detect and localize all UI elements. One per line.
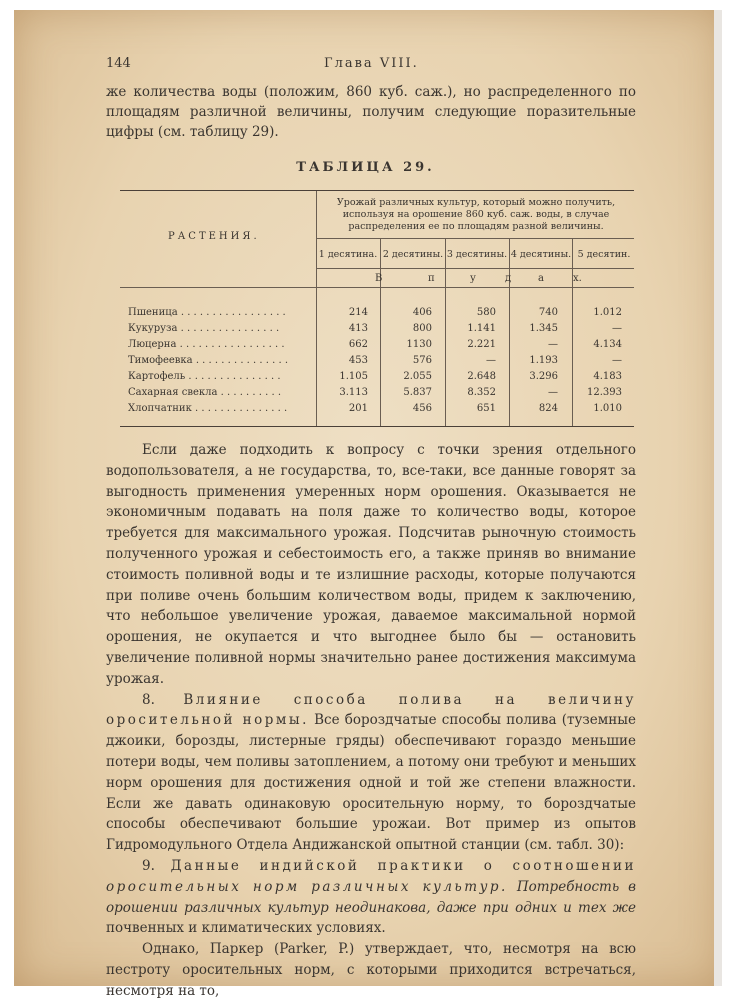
unit-letter: п [428, 273, 435, 284]
paragraph-2 [106, 690, 636, 856]
subheader-1: 1 десятина. [318, 249, 378, 260]
row-name: Сахарная свекла . . . . . . . . . . [128, 387, 282, 398]
table-cell: — [548, 339, 558, 350]
paragraph-1: Если даже подходить к вопросу с точки зрения отдельного водопользователя, а не государства, то, все-таки, все данные говорят за выгодность применения умеренных норм орошения. Оказывается не экономичным подавать на поля даже то количество воды, которое требуется для максимального урожая. Подсчитав рыночную стоимость полученного урожая и себестоимость его, а также приняв во внимание стоимость поливной воды и те излишние расходы, которые получаются при поливе очень большим количеством воды, придем к заключению, что небольшое увеличение урожая, даваемое максимальной нормой орошения, не окупается и что выгоднее было бы — остановить увеличение поливной нормы значительно ранее достижения максимума урожая. [106, 442, 636, 687]
intro-paragraph: же количества воды (положим, 860 куб. саж.), но распределенного по площадям различной величины, получим следующие поразительные цифры (см. таблицу 29). [106, 84, 636, 140]
subheader-2: 2 десятины. [382, 249, 444, 260]
table-cell: 824 [538, 403, 558, 414]
section-heading: Влияние способа полива на величину оросительной нормы. [106, 691, 636, 729]
subheader-3: 3 десятины. [446, 249, 508, 260]
paragraph-text: почвенных и климатических условиях. [106, 920, 386, 937]
unit-letter: д [505, 273, 512, 284]
table-cell: 1.012 [593, 307, 622, 318]
header-divider [316, 268, 634, 269]
plants-header: РАСТЕНИЯ. [168, 231, 260, 242]
section-heading: Данные индийской практики о соотношении [170, 857, 636, 874]
unit-letter: а [538, 273, 544, 284]
section-number: 9. [142, 857, 155, 874]
unit-letter: х. [573, 273, 582, 284]
table-cell: 453 [348, 355, 368, 366]
table-cell: 214 [348, 307, 368, 318]
yield-header: Урожай различных культур, который можно получить, используя на орошение 860 куб. саж. воды, в случае распределения ее по площадям разной величины. [336, 197, 616, 232]
table-cell: 1.141 [467, 323, 496, 334]
table-cell: 651 [476, 403, 496, 414]
table-cell: 580 [476, 307, 496, 318]
table-cell: 5.837 [403, 387, 432, 398]
page-edge [714, 10, 722, 986]
data-table [120, 190, 634, 427]
table-cell: 12.393 [587, 387, 622, 398]
row-name: Кукуруза . . . . . . . . . . . . . . . . [128, 323, 280, 334]
row-name: Пшеница . . . . . . . . . . . . . . . . . [128, 307, 286, 318]
header-divider [316, 238, 634, 239]
unit-letter: у [470, 273, 476, 284]
row-name: Картофель . . . . . . . . . . . . . . . [128, 371, 281, 382]
subheader-5: 5 десятин. [577, 249, 631, 260]
unit-letter: В [375, 273, 383, 284]
row-name: Люцерна . . . . . . . . . . . . . . . . . [128, 339, 285, 350]
table-cell: 1130 [406, 339, 432, 350]
table-cell: 2.055 [403, 371, 432, 382]
table-cell: 1.010 [593, 403, 622, 414]
paragraph-text: Все бороздчатые способы полива (туземные джоики, борозды, листерные гряды) обеспечивают гораздо меньшие потери воды, чем поливы затоплением, а потому они требуют и меньших норм орошения для достижения одной и той же степени влажности. Если же давать одинаковую оросительную норму, то бороздчатые способы обеспечивают большие урожаи. Вот пример из опытов Гидромодульного Отдела Андижанской опытной станции (см. табл. 30): [106, 712, 636, 854]
table-title: ТАБЛИЦА 29. [296, 160, 435, 175]
section-heading-italic: оросительных норм различных культур. [106, 878, 508, 895]
table-cell: 2.648 [467, 371, 496, 382]
row-name: Хлопчатник . . . . . . . . . . . . . . . [128, 403, 288, 414]
table-cell: 576 [412, 355, 432, 366]
table-cell: — [486, 355, 496, 366]
table-cell: 1.105 [339, 371, 368, 382]
table-cell: 413 [348, 323, 368, 334]
table-cell: 4.134 [593, 339, 622, 350]
table-cell: 456 [412, 403, 432, 414]
paragraph-3 [106, 856, 636, 939]
table-cell: — [612, 323, 622, 334]
table-cell: 201 [348, 403, 368, 414]
table-cell: 2.221 [467, 339, 496, 350]
table-cell: 4.183 [593, 371, 622, 382]
table-cell: 1.193 [529, 355, 558, 366]
table-cell: — [548, 387, 558, 398]
table-cell: 406 [412, 307, 432, 318]
paragraph-4: Однако, Паркер (Parker, P.) утверждает, что, несмотря на всю пестроту оросительных норм, с которыми приходится встречаться, несмотря на то, [106, 941, 636, 999]
table-cell: 740 [538, 307, 558, 318]
body-paragraphs [106, 440, 636, 1002]
col-divider [316, 191, 317, 426]
section-number: 8. [142, 691, 155, 708]
page-number: 144 [106, 56, 131, 71]
table-cell: — [612, 355, 622, 366]
row-name: Тимофеевка . . . . . . . . . . . . . . . [128, 355, 288, 366]
table-cell: 800 [412, 323, 432, 334]
table-cell: 1.345 [529, 323, 558, 334]
table-cell: 662 [348, 339, 368, 350]
table-cell: 8.352 [467, 387, 496, 398]
chapter-title: Глава VIII. [324, 56, 419, 71]
page-header [106, 56, 636, 76]
italic-text: Потребность в орошении различных культур неодинакова, даже при одних и тех же [106, 878, 637, 916]
subheader-4: 4 десятины. [510, 249, 572, 260]
header-divider [120, 287, 634, 288]
table-cell: 3.296 [529, 371, 558, 382]
table-cell: 3.113 [339, 387, 368, 398]
